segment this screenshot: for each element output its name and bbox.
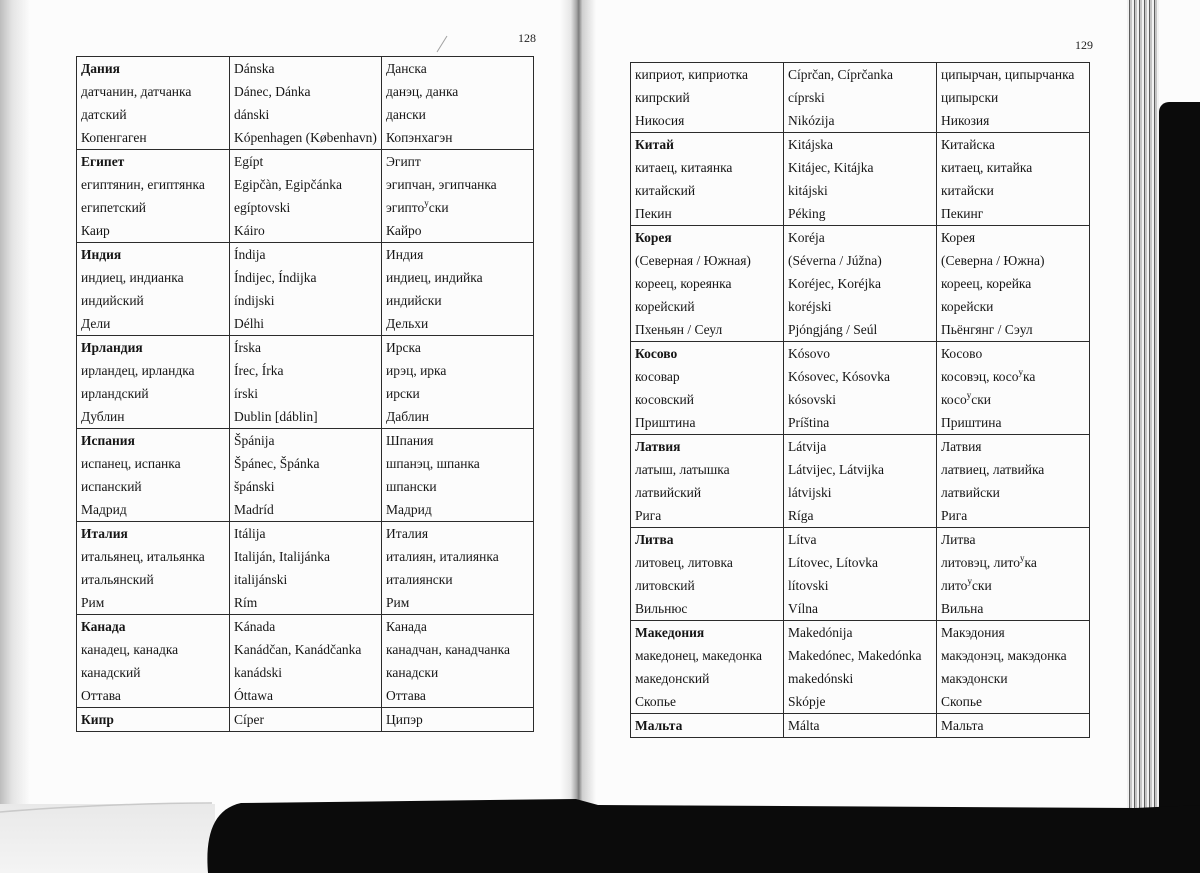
term-line xyxy=(941,551,1089,574)
term-line: egíptovski xyxy=(234,200,291,215)
country-name-translation: Kósovo xyxy=(788,346,831,361)
page-number: 129 xyxy=(1075,38,1093,52)
term-line: ирландский xyxy=(81,386,149,401)
country-name-translation: Kitájska xyxy=(788,137,833,152)
term-line: Вильнюс xyxy=(635,601,688,616)
term-line: Índijec, Índijka xyxy=(234,270,317,285)
term-cell-column-3 xyxy=(937,226,1090,342)
term-line: македонец, македонка xyxy=(635,648,762,663)
term-cell-column-1 xyxy=(631,226,784,342)
country-group xyxy=(77,150,534,243)
term-cell-column-3 xyxy=(382,522,534,615)
country-name: Латвия xyxy=(635,439,681,454)
term-cell-column-1 xyxy=(631,133,784,226)
term-line: Каир xyxy=(81,223,110,238)
term-line: литовский xyxy=(635,578,695,593)
term-line: Пхеньян / Сеул xyxy=(635,322,723,337)
superscript-letter: у xyxy=(967,576,972,586)
term-line: Никозия xyxy=(941,113,990,128)
term-line: Рига xyxy=(941,508,968,523)
term-line: канадски xyxy=(386,665,439,680)
term-line: Мадрид xyxy=(81,502,127,517)
country-name-translation: Литва xyxy=(941,532,976,547)
term-cell-column-2 xyxy=(230,243,382,336)
term-cell-column-3 xyxy=(937,528,1090,621)
term-line: канадец, канадка xyxy=(81,642,179,657)
country-name-translation: Макэдония xyxy=(941,625,1005,640)
term-line: (Séverna / Júžna) xyxy=(788,253,882,268)
term-cell-column-3 xyxy=(937,714,1090,738)
term-line: литовец, литовка xyxy=(635,555,733,570)
term-line: Скопье xyxy=(941,694,983,709)
term-line: макэдонски xyxy=(941,671,1008,686)
superscript-letter: у xyxy=(1018,367,1024,377)
term-line: Dublin [dáblin] xyxy=(234,409,318,424)
term-line: италиянски xyxy=(386,572,453,587)
term-line: Káiro xyxy=(234,223,265,238)
term-line: kitájski xyxy=(788,183,828,198)
term-line: Cíprčan, Cíprčanka xyxy=(788,67,893,82)
country-name: Косово xyxy=(635,346,678,361)
term-cell-column-1 xyxy=(77,708,230,732)
term-line: Приштина xyxy=(941,415,1002,430)
term-line: египтянин, египтянка xyxy=(81,177,205,192)
country-name: Литва xyxy=(635,532,674,547)
term-cell-column-1 xyxy=(631,63,784,133)
term-line: Rím xyxy=(234,595,258,610)
term-line: македонский xyxy=(635,671,710,686)
term-line: Пьёнгянг / Сэул xyxy=(941,322,1033,337)
term-cell-column-2 xyxy=(784,226,937,342)
term-cell-column-2 xyxy=(784,63,937,133)
term-line: Írec, Írka xyxy=(234,363,284,378)
term-cell-column-2 xyxy=(230,522,382,615)
term-line: Lítovec, Lítovka xyxy=(788,555,878,570)
term-line: данэц, данка xyxy=(386,84,459,99)
table-body xyxy=(77,57,534,732)
term-line: корейский xyxy=(635,299,695,314)
term-line: кореец, кореянка xyxy=(635,276,732,291)
country-name-translation: Латвия xyxy=(941,439,982,454)
country-name: Кипр xyxy=(81,712,114,727)
country-group xyxy=(77,429,534,522)
country-name-translation: Корея xyxy=(941,230,976,245)
term-line: Dánec, Dánka xyxy=(234,84,311,99)
term-line: kósovski xyxy=(788,392,837,407)
left-page-bottom-edge xyxy=(0,803,212,812)
term-cell-column-1 xyxy=(631,342,784,435)
term-fragment: литовэц, лито xyxy=(941,555,1021,570)
term-line: Приштина xyxy=(635,415,696,430)
country-group xyxy=(631,621,1090,714)
term-cell-column-2 xyxy=(230,57,382,150)
term-line xyxy=(941,365,1089,388)
term-line: Вильна xyxy=(941,601,984,616)
term-line: итальянский xyxy=(81,572,154,587)
term-line: косовар xyxy=(635,369,680,384)
term-cell-column-2 xyxy=(230,429,382,522)
country-name: Ирландия xyxy=(81,340,143,355)
term-cell-column-3 xyxy=(382,57,534,150)
term-cell-column-3 xyxy=(937,63,1090,133)
term-line: шпански xyxy=(386,479,437,494)
country-name-translation: Эгипт xyxy=(386,154,421,169)
term-line: индийски xyxy=(386,293,442,308)
term-cell-column-2 xyxy=(784,133,937,226)
term-line: итальянец, итальянка xyxy=(81,549,205,564)
term-cell-column-2 xyxy=(230,615,382,708)
term-line: Kitájec, Kitájka xyxy=(788,160,874,175)
term-line: индиец, индийка xyxy=(386,270,483,285)
country-group xyxy=(77,336,534,429)
term-line: kanádski xyxy=(234,665,282,680)
term-cell-column-2 xyxy=(230,336,382,429)
term-line: датский xyxy=(81,107,127,122)
term-cell-column-2 xyxy=(230,150,382,243)
country-group xyxy=(631,342,1090,435)
term-line: ирэц, ирка xyxy=(386,363,447,378)
term-line: Špánec, Špánka xyxy=(234,456,320,471)
term-line xyxy=(386,196,533,219)
term-line: Egipčàn, Egipčánka xyxy=(234,177,342,192)
country-name-translation: Lítva xyxy=(788,532,817,547)
term-line: Рим xyxy=(386,595,410,610)
country-name-translation: Cíper xyxy=(234,712,264,727)
country-name: Корея xyxy=(635,230,672,245)
country-group xyxy=(77,615,534,708)
country-name: Индия xyxy=(81,247,122,262)
term-line: Délhi xyxy=(234,316,264,331)
term-fragment: эгипто xyxy=(386,200,425,215)
term-line: Мадрид xyxy=(386,502,432,517)
term-line: índijski xyxy=(234,293,275,308)
superscript-letter: у xyxy=(424,198,429,208)
term-cell-column-1 xyxy=(77,522,230,615)
term-line: Кайро xyxy=(386,223,422,238)
term-line: (Северная / Южная) xyxy=(635,253,751,268)
term-line: Оттава xyxy=(81,688,121,703)
term-cell-column-1 xyxy=(77,429,230,522)
country-name-translation: Данска xyxy=(386,61,427,76)
country-name-translation: Špánija xyxy=(234,433,275,448)
term-line: makedónski xyxy=(788,671,854,686)
term-line: латвийски xyxy=(941,485,1000,500)
country-group xyxy=(77,243,534,336)
country-name-translation: Шпания xyxy=(386,433,434,448)
term-cell-column-1 xyxy=(77,57,230,150)
term-cell-column-1 xyxy=(77,615,230,708)
term-cell-column-2 xyxy=(784,714,937,738)
term-line: киприот, киприотка xyxy=(635,67,748,82)
country-name-translation: Koréja xyxy=(788,230,825,245)
term-cell-column-3 xyxy=(382,708,534,732)
term-line: koréjski xyxy=(788,299,832,314)
term-line: Makedónec, Makedónka xyxy=(788,648,922,663)
term-cell-column-1 xyxy=(631,714,784,738)
term-fragment: ски xyxy=(971,392,991,407)
country-name: Испания xyxy=(81,433,135,448)
term-line: ирски xyxy=(386,386,420,401)
term-line: Рига xyxy=(635,508,662,523)
term-cell-column-3 xyxy=(382,615,534,708)
term-line: Koréjec, Koréjka xyxy=(788,276,881,291)
term-line: Skópje xyxy=(788,694,826,709)
country-group xyxy=(77,522,534,615)
term-line: Рим xyxy=(81,595,105,610)
term-line: írski xyxy=(234,386,259,401)
country-group xyxy=(631,133,1090,226)
term-line: Látvijec, Látvijka xyxy=(788,462,884,477)
country-name-translation: Málta xyxy=(788,718,820,733)
term-cell-column-3 xyxy=(937,435,1090,528)
page-stack-edge xyxy=(1127,0,1159,808)
country-name: Китай xyxy=(635,137,674,152)
term-line: Madríd xyxy=(234,502,274,517)
term-line: italijánski xyxy=(234,572,288,587)
term-line: макэдонэц, макэдонка xyxy=(941,648,1067,663)
term-cell-column-1 xyxy=(631,435,784,528)
term-line: Дели xyxy=(81,316,111,331)
pencil-mark xyxy=(437,36,447,52)
country-name: Македония xyxy=(635,625,705,640)
term-cell-column-3 xyxy=(382,336,534,429)
country-name-translation: Ципэр xyxy=(386,712,423,727)
term-cell-column-2 xyxy=(230,708,382,732)
term-line: cíprski xyxy=(788,90,825,105)
country-name-translation: Италия xyxy=(386,526,429,541)
term-line: корейски xyxy=(941,299,994,314)
country-name-translation: Makedónija xyxy=(788,625,853,640)
term-cell-column-3 xyxy=(937,342,1090,435)
term-line: Пекин xyxy=(635,206,672,221)
term-line: испанец, испанка xyxy=(81,456,181,471)
term-line: датчанин, датчанка xyxy=(81,84,192,99)
country-name-translation: Egípt xyxy=(234,154,264,169)
country-name-translation: Dánska xyxy=(234,61,275,76)
term-line: кореец, корейка xyxy=(941,276,1032,291)
term-line: Pjóngjáng / Seúl xyxy=(788,322,878,337)
country-name-translation: Kánada xyxy=(234,619,276,634)
country-name: Канада xyxy=(81,619,126,634)
term-line: египетский xyxy=(81,200,147,215)
term-line: канадчан, канадчанка xyxy=(386,642,510,657)
term-line: Óttawa xyxy=(234,688,273,703)
term-cell-column-1 xyxy=(631,621,784,714)
term-line xyxy=(941,574,1089,597)
term-line: dánski xyxy=(234,107,270,122)
country-group xyxy=(631,714,1090,738)
term-line: Оттава xyxy=(386,688,426,703)
term-fragment: ка xyxy=(1023,369,1036,384)
term-line: Ríga xyxy=(788,508,814,523)
superscript-letter: у xyxy=(966,390,972,400)
country-name-translation: Мальта xyxy=(941,718,984,733)
term-line: Príština xyxy=(788,415,830,430)
table-body xyxy=(631,63,1090,738)
left-edge-shadow xyxy=(0,0,30,873)
vocabulary-table-left xyxy=(76,56,534,732)
term-cell-column-3 xyxy=(382,243,534,336)
term-fragment: лито xyxy=(941,578,968,593)
term-line: латвиец, латвийка xyxy=(941,462,1045,477)
country-name-translation: Косово xyxy=(941,346,983,361)
term-line: индийский xyxy=(81,293,144,308)
country-group xyxy=(631,63,1090,133)
vocabulary-table-right xyxy=(630,62,1090,738)
term-line: китайски xyxy=(941,183,994,198)
term-line: латыш, латышка xyxy=(635,462,730,477)
term-line: дански xyxy=(386,107,426,122)
term-line: Péking xyxy=(788,206,826,221)
term-line: (Северна / Южна) xyxy=(941,253,1045,268)
term-cell-column-1 xyxy=(77,336,230,429)
term-line: Копенгаген xyxy=(81,130,147,145)
country-name-translation: Itálija xyxy=(234,526,266,541)
country-group xyxy=(631,435,1090,528)
term-line: Копэнхагэн xyxy=(386,130,453,145)
term-cell-column-2 xyxy=(784,342,937,435)
term-line: кипрский xyxy=(635,90,690,105)
term-line: Дельхи xyxy=(386,316,429,331)
scanner-background-bottom xyxy=(207,799,1200,873)
term-line: Kópenhagen (København) xyxy=(234,130,377,145)
term-line xyxy=(941,388,1089,411)
term-line: Italiján, Italijánka xyxy=(234,549,330,564)
country-name-translation: Ирска xyxy=(386,340,421,355)
term-line: špánski xyxy=(234,479,275,494)
term-cell-column-2 xyxy=(784,621,937,714)
term-line: lítovski xyxy=(788,578,829,593)
country-name: Египет xyxy=(81,154,125,169)
term-line: италиян, италиянка xyxy=(386,549,499,564)
term-cell-column-2 xyxy=(784,435,937,528)
term-line: латвийский xyxy=(635,485,702,500)
term-fragment: косо xyxy=(941,392,967,407)
term-line: ирландец, ирландка xyxy=(81,363,195,378)
term-line: испанский xyxy=(81,479,142,494)
term-cell-column-1 xyxy=(77,150,230,243)
country-group xyxy=(631,226,1090,342)
country-name-translation: Китайска xyxy=(941,137,995,152)
term-line: шпанэц, шпанка xyxy=(386,456,480,471)
page-bottom-corner xyxy=(0,804,215,873)
term-line: эгипчан, эгипчанка xyxy=(386,177,497,192)
country-name: Дания xyxy=(81,61,120,76)
country-group xyxy=(77,708,534,732)
page-number: 128 xyxy=(518,31,536,45)
term-cell-column-3 xyxy=(937,621,1090,714)
term-cell-column-1 xyxy=(77,243,230,336)
term-line: китаец, китайка xyxy=(941,160,1033,175)
term-line: Даблин xyxy=(386,409,429,424)
country-name: Италия xyxy=(81,526,128,541)
term-line: látvijski xyxy=(788,485,832,500)
term-line: ципырчан, ципырчанка xyxy=(941,67,1075,82)
term-fragment: ски xyxy=(428,200,449,215)
term-line: китаец, китаянка xyxy=(635,160,733,175)
term-line: Никосия xyxy=(635,113,685,128)
country-name-translation: Látvija xyxy=(788,439,827,454)
term-line: канадский xyxy=(81,665,141,680)
term-fragment: ски xyxy=(971,578,992,593)
term-line: Скопье xyxy=(635,694,677,709)
term-fragment: косовэц, косо xyxy=(941,369,1019,384)
country-name-translation: Канада xyxy=(386,619,427,634)
term-cell-column-1 xyxy=(631,528,784,621)
term-line: китайский xyxy=(635,183,696,198)
country-group xyxy=(631,528,1090,621)
term-line: индиец, индианка xyxy=(81,270,184,285)
term-line: косовский xyxy=(635,392,694,407)
country-name-translation: Írska xyxy=(234,340,261,355)
term-line: Kósovec, Kósovka xyxy=(788,369,890,384)
term-cell-column-3 xyxy=(382,429,534,522)
term-line: ципырски xyxy=(941,90,999,105)
term-line: Vílna xyxy=(788,601,818,616)
term-fragment: ка xyxy=(1024,555,1037,570)
term-cell-column-3 xyxy=(937,133,1090,226)
term-line: Дублин xyxy=(81,409,125,424)
country-name-translation: Índija xyxy=(234,247,266,262)
term-line: Nikózija xyxy=(788,113,835,128)
country-name-translation: Индия xyxy=(386,247,424,262)
scanner-background-right xyxy=(1159,102,1200,873)
gutter-shadow xyxy=(560,0,596,806)
superscript-letter: у xyxy=(1020,553,1025,563)
term-cell-column-3 xyxy=(382,150,534,243)
country-name: Мальта xyxy=(635,718,683,733)
term-line: Kanádčan, Kanádčanka xyxy=(234,642,362,657)
country-group xyxy=(77,57,534,150)
term-cell-column-2 xyxy=(784,528,937,621)
term-line: Пекинг xyxy=(941,206,984,221)
